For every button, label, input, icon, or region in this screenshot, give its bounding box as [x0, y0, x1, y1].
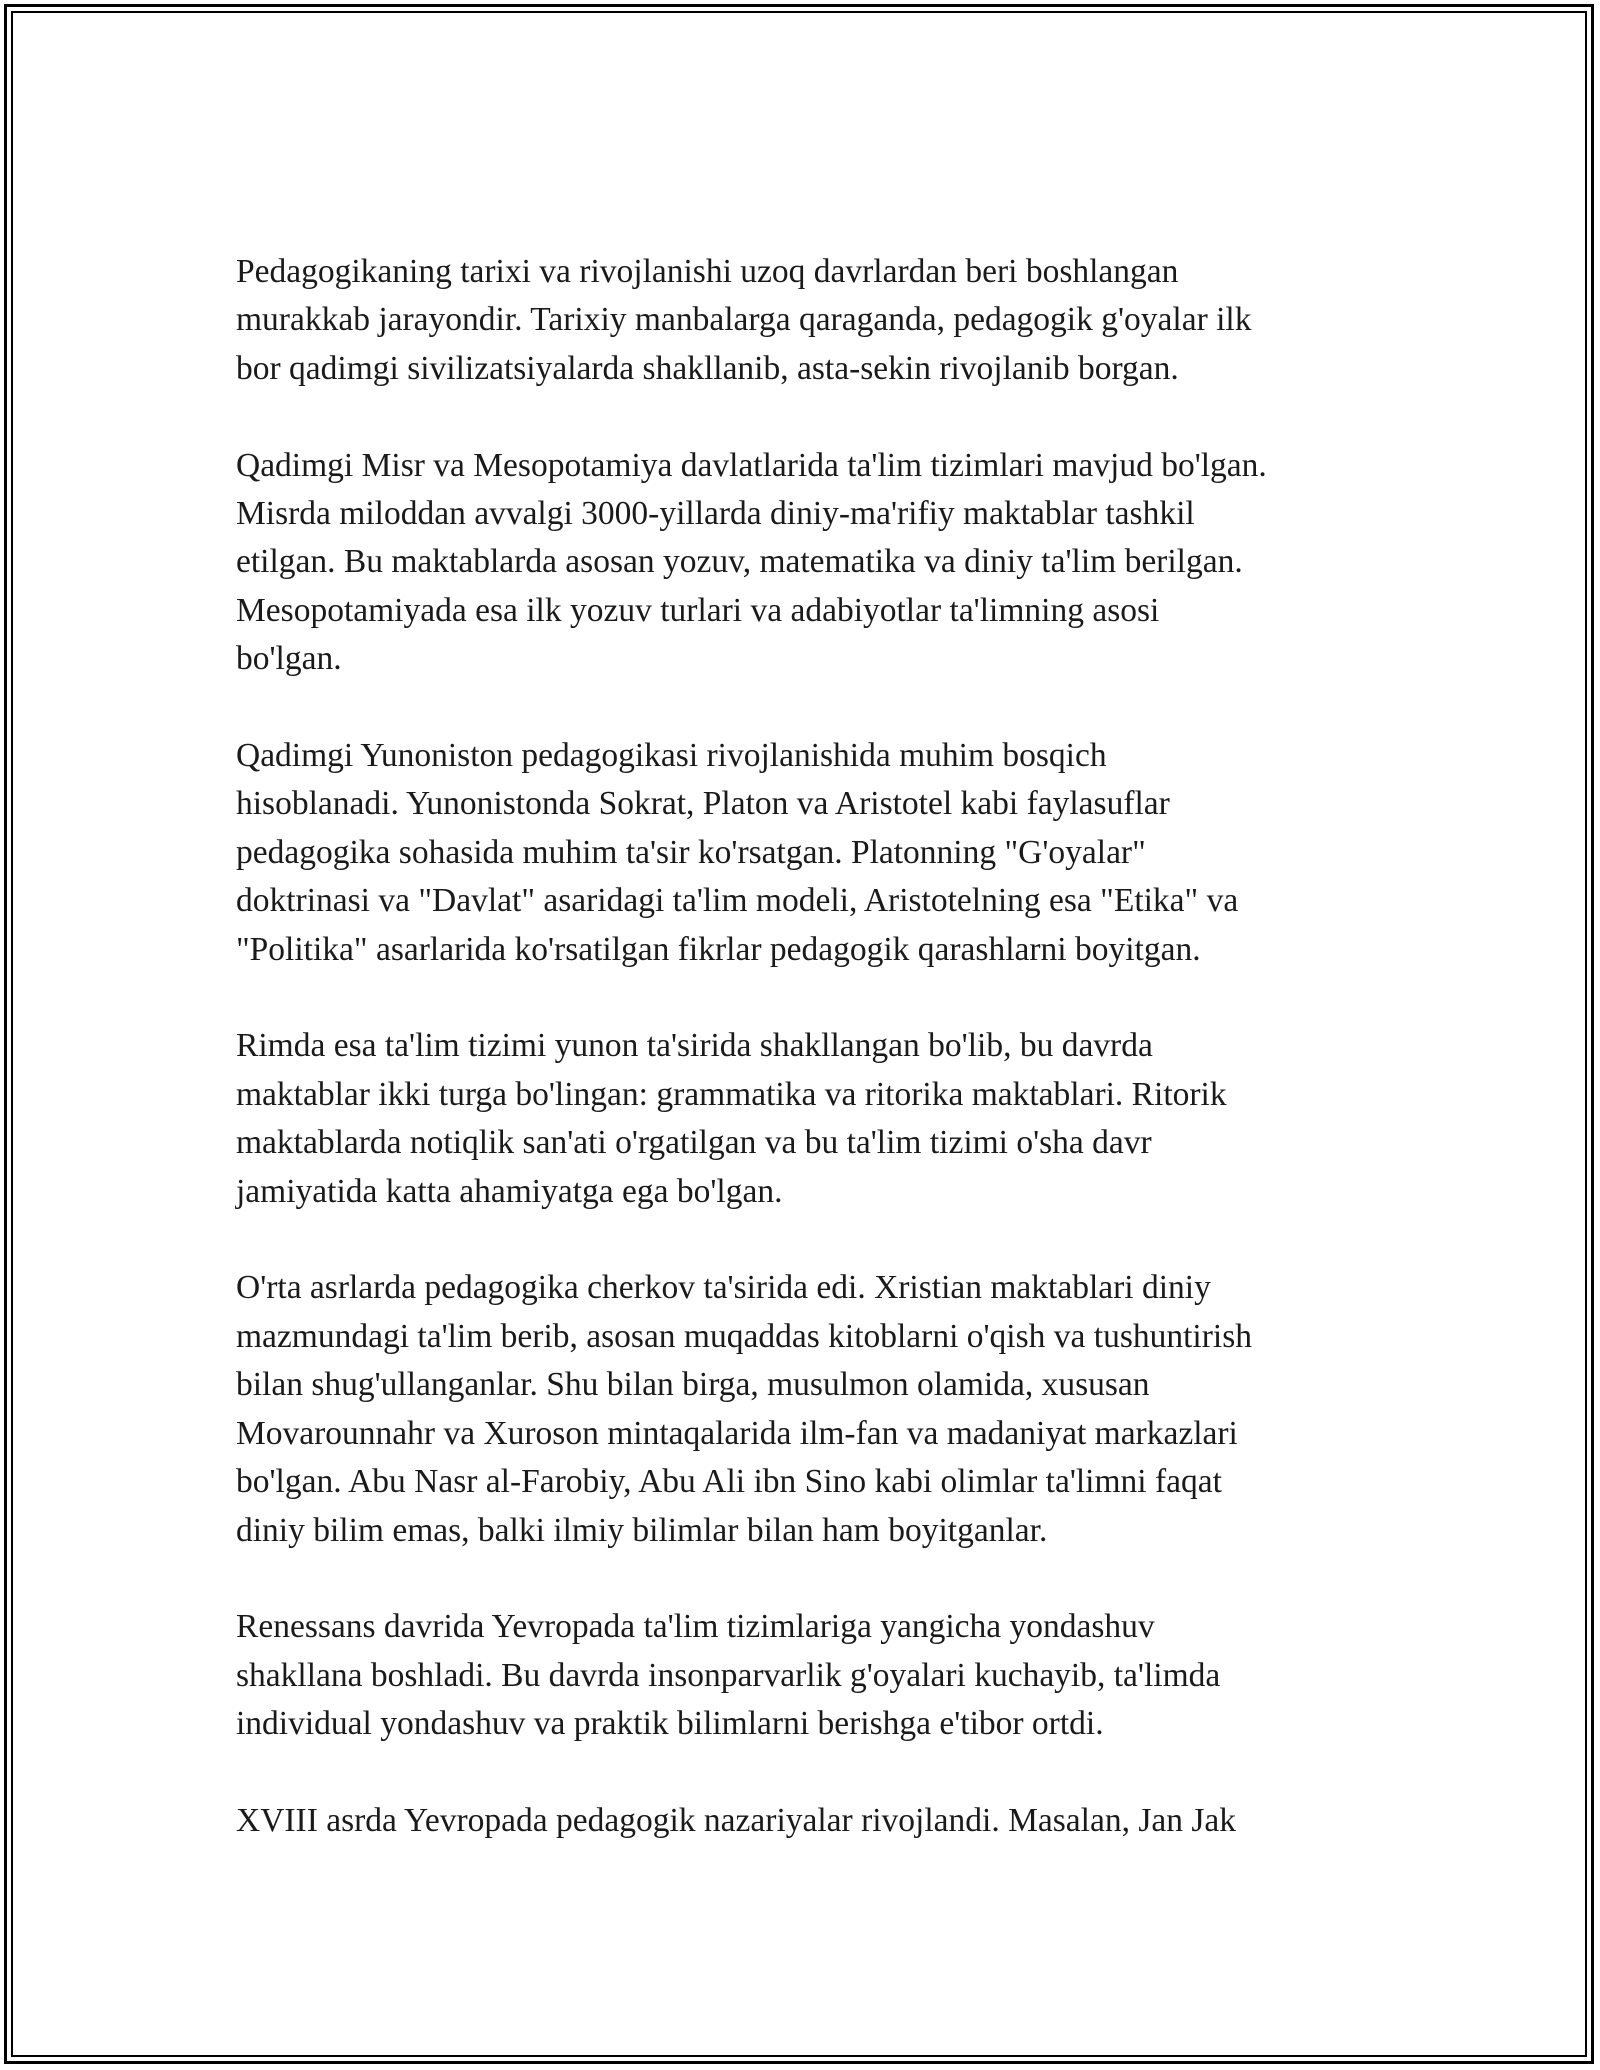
paragraph-3: Qadimgi Yunoniston pedagogikasi rivojlanishida muhim bosqich hisoblanadi. Yunonistonda Sokrat, Platon va Aristotel kabi faylasuflar pedagogika sohasida muhim ta'sir ko'rsatgan. Platonning "G'oyalar" doktrinasi va "Davlat" asaridagi ta'lim modeli, Aristotelning esa "Etika" va "Politika" asarlarida ko'rsatilgan fikrlar pedagogik qarashlarni boyitgan.	[236, 737, 1239, 968]
paragraph-2: Qadimgi Misr va Mesopotamiya davlatlarida ta'lim tizimlari mavjud bo'lgan. Misrda miloddan avvalgi 3000-yillarda diniy-ma'rifiy maktablar tashkil etilgan. Bu maktablarda asosan yozuv, matematika va diniy ta'lim berilgan. Mesopotamiyada esa ilk yozuv turlari va adabiyotlar ta'limning asosi bo'lgan.	[236, 446, 1267, 678]
paragraph-1: Pedagogikaning tarixi va rivojlanishi uzoq davrlardan beri boshlangan murakkab jarayondir. Tarixiy manbalarga qaraganda, pedagogik g'oyalar ilk bor qadimgi sivilizatsiyalarda shakllanib, asta-sekin rivojlanib borgan.	[236, 253, 1252, 387]
paragraph-5: O'rta asrlarda pedagogika cherkov ta'sirida edi. Xristian maktablari diniy mazmundagi ta'lim berib, asosan muqaddas kitoblarni o'qish va tushuntirish bilan shug'ullanganlar. Shu bilan birga, musulmon olamida, xususan Movarounnahr va Xuroson mintaqalarida ilm-fan va madaniyat markazlari bo'lgan. Abu Nasr al-Farobiy, Abu Ali ibn Sino kabi olimlar ta'limni faqat diniy bilim emas, balki ilmiy bilimlar bilan ham boyitganlar.	[236, 1269, 1252, 1549]
paragraph-7: XVIII asrda Yevropada pedagogik nazariyalar rivojlandi. Masalan, Jan Jak	[236, 1801, 1237, 1839]
paragraph-4: Rimda esa ta'lim tizimi yunon ta'sirida shakllangan bo'lib, bu davrda maktablar ikki turga bo'lingan: grammatika va ritorika maktablari. Ritorik maktablarda notiqlik san'ati o'rgatilgan va bu ta'lim tizimi o'sha davr jamiyatida katta ahamiyatga ega bo'lgan.	[236, 1027, 1227, 1210]
document-body	[236, 248, 1396, 1894]
paragraph-6: Renessans davrida Yevropada ta'lim tizimlariga yangicha yondashuv shakllana boshladi. Bu davrda insonparvarlik g'oyalari kuchayib, ta'limda individual yondashuv va praktik bilimlarni berishga e'tibor ortdi.	[236, 1608, 1221, 1743]
